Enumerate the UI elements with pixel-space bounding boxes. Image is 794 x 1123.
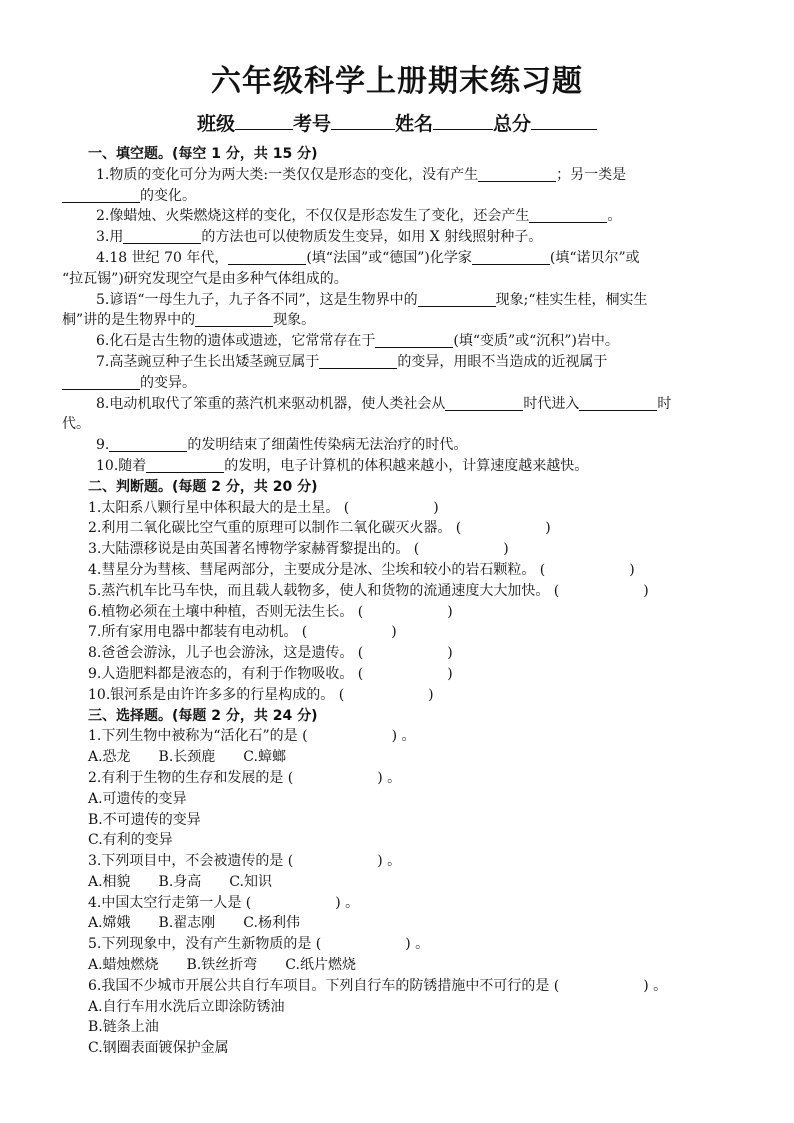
choice-option: A.嫦娥 B.翟志刚 C.杨利伟: [88, 915, 300, 932]
choice-question-2: 2.有利于生物的生存和发展的是 ( ) 。: [88, 769, 402, 786]
class-blank[interactable]: [235, 110, 293, 130]
question-text: 的变异，用眼不当造成的近视属于: [397, 353, 608, 370]
question-text: 3.用: [96, 229, 124, 246]
question-text: 6.化石是古生物的遗体或遗迹，它常常存在于: [96, 333, 376, 350]
fill-question-1-cont: [62, 186, 742, 207]
judge-question-2: 2.利用二氧化碳比空气重的原理可以制作二氧化碳灭火器。 ( ): [88, 520, 551, 537]
fill-question-8: [88, 394, 742, 415]
name-blank[interactable]: [433, 110, 493, 130]
question-text: 代。: [62, 416, 90, 433]
answer-blank[interactable]: [62, 375, 140, 390]
question-text: 1.物质的变化可分为两大类:一类仅仅是形态的变化，没有产生: [96, 166, 479, 183]
fill-question-4-cont: [62, 269, 742, 290]
question-text: 现象;“桂实生桂，桐实生: [495, 291, 648, 308]
choice-option: A.蜡烛燃烧 B.铁丝折弯 C.纸片燃烧: [88, 957, 356, 974]
answer-blank[interactable]: [375, 333, 453, 348]
judge-question-8: 8.爸爸会游泳，儿子也会游泳，这是遗传。 ( ): [88, 645, 453, 662]
fill-question-3: [88, 227, 742, 248]
judge-question-10: 10.银河系是由许许多多的行星构成的。 ( ): [88, 686, 434, 703]
name-label: 姓名: [395, 113, 434, 135]
score-blank[interactable]: [531, 110, 597, 130]
question-text: 时: [657, 395, 672, 412]
choice-question-list: [88, 726, 742, 1059]
question-text: 的变化。: [140, 187, 196, 204]
answer-blank[interactable]: [445, 396, 523, 411]
answer-blank[interactable]: [109, 437, 187, 452]
question-text: (填“诺贝尔”或: [549, 249, 640, 266]
answer-blank[interactable]: [529, 208, 607, 223]
choice-option: A.自行车用水洗后立即涂防锈油: [88, 998, 285, 1015]
fill-question-7-cont: [62, 373, 742, 394]
answer-blank[interactable]: [319, 354, 397, 369]
exam-content: [62, 144, 742, 1059]
choice-option: B.链条上油: [88, 1019, 159, 1036]
fill-question-8-cont: [62, 414, 742, 435]
question-text: 现象。: [273, 312, 316, 329]
fill-question-10: [88, 456, 742, 477]
answer-blank[interactable]: [62, 188, 140, 203]
question-text: “拉瓦锡”)研究发现空气是由多种气体组成的。: [62, 270, 348, 287]
fill-question-5-cont: [62, 310, 742, 331]
fill-question-6: [88, 331, 742, 352]
choice-option: A.可遗传的变异: [88, 790, 187, 807]
question-text: 的发明结束了细菌性传染病无法治疗的时代。: [187, 437, 468, 454]
choice-question-4: 4.中国太空行走第一人是 ( ) 。: [88, 894, 360, 911]
answer-blank[interactable]: [418, 292, 496, 307]
question-text: 9.: [96, 437, 110, 454]
score-label: 总分: [493, 113, 532, 135]
question-text: 5.谚语“一母生九子，九子各不同”，这是生物界中的: [96, 291, 418, 308]
question-text: 时代进入: [523, 395, 580, 412]
fill-section-heading: 一、填空题。(每空 1 分，共 15 分): [88, 146, 318, 162]
question-text: 10.随着: [96, 457, 147, 474]
answer-blank[interactable]: [146, 458, 224, 473]
choice-question-5: 5.下列现象中，没有产生新物质的是 ( ) 。: [88, 936, 430, 953]
choice-option: B.不可遗传的变异: [88, 811, 201, 828]
answer-blank[interactable]: [478, 167, 556, 182]
answer-blank[interactable]: [195, 312, 273, 327]
fill-question-4: [88, 248, 742, 269]
judge-question-9: 9.人造肥料都是液态的，有利于作物吸收。 ( ): [88, 665, 453, 682]
question-text: (填“变质”或“沉积”)岩中。: [453, 333, 619, 350]
fill-question-2: [88, 206, 742, 227]
question-text: ；另一类是: [556, 166, 627, 183]
choice-option: A.恐龙 B.长颈鹿 C.蟑螂: [88, 749, 286, 766]
answer-blank[interactable]: [123, 229, 201, 244]
page-title: 六年级科学上册期末练习题: [211, 64, 583, 99]
choice-option: C.钢圈表面镀保护金属: [88, 1040, 229, 1057]
choice-option: A.相貌 B.身高 C.知识: [88, 873, 272, 890]
question-text: (填“法国”或“德国”)化学家: [306, 249, 472, 266]
choice-question-3: 3.下列项目中，不会被遗传的是 ( ) 。: [88, 853, 402, 870]
judge-question-3: 3.大陆漂移说是由英国著名博物学家赫胥黎提出的。 ( ): [88, 541, 509, 558]
judge-question-list: [88, 498, 742, 706]
student-info-line: [0, 110, 794, 138]
question-text: 7.高茎豌豆种子生长出矮茎豌豆属于: [96, 353, 320, 370]
question-text: 的发明，电子计算机的体积越来越小，计算速度越来越快。: [224, 457, 589, 474]
fill-question-7: [88, 352, 742, 373]
question-text: 。: [607, 208, 622, 225]
question-text: 的变异。: [140, 374, 196, 391]
judge-question-5: 5.蒸汽机车比马车快，而且载人载物多，使人和货物的流通速度大大加快。 ( ): [88, 582, 649, 599]
fill-question-9: [88, 435, 742, 456]
judge-question-4: 4.彗星分为彗核、彗尾两部分，主要成分是冰、尘埃和较小的岩石颗粒。 ( ): [88, 561, 635, 578]
question-text: 的方法也可以使物质发生变异，如用 X 射线照射种子。: [201, 229, 543, 246]
choice-question-6: 6.我国不少城市开展公共自行车项目。下列自行车的防锈措施中不可行的是 ( ) 。: [88, 977, 668, 994]
choice-section-heading: 三、选择题。(每题 2 分，共 24 分): [88, 707, 318, 724]
answer-blank[interactable]: [579, 396, 657, 411]
judge-question-6: 6.植物必须在土壤中种植，否则无法生长。 ( ): [88, 603, 453, 620]
judge-question-7: 7.所有家用电器中都装有电动机。 ( ): [88, 624, 397, 641]
answer-blank[interactable]: [472, 250, 550, 265]
exam-no-blank[interactable]: [331, 110, 395, 130]
exam-no-label: 考号: [292, 113, 331, 135]
judge-question-1: 1.太阳系八颗行星中体积最大的是土星。 ( ): [88, 499, 439, 516]
question-text: 2.像蜡烛、火柴燃烧这样的变化，不仅仅是形态发生了变化，还会产生: [96, 208, 530, 225]
question-text: 4.18 世纪 70 年代，: [96, 249, 229, 266]
choice-option: C.有利的变异: [88, 832, 173, 849]
question-text: 桐”讲的是生物界中的: [62, 312, 196, 329]
class-label: 班级: [196, 113, 235, 135]
fill-question-1: [88, 165, 742, 186]
answer-blank[interactable]: [228, 250, 306, 265]
judge-section-heading: 二、判断题。(每题 2 分，共 20 分): [88, 478, 318, 495]
fill-question-5: [88, 290, 742, 311]
choice-question-1: 1.下列生物中被称为“活化石”的是 ( ) 。: [88, 728, 416, 745]
question-text: 8.电动机取代了笨重的蒸汽机来驱动机器，使人类社会从: [96, 395, 446, 412]
